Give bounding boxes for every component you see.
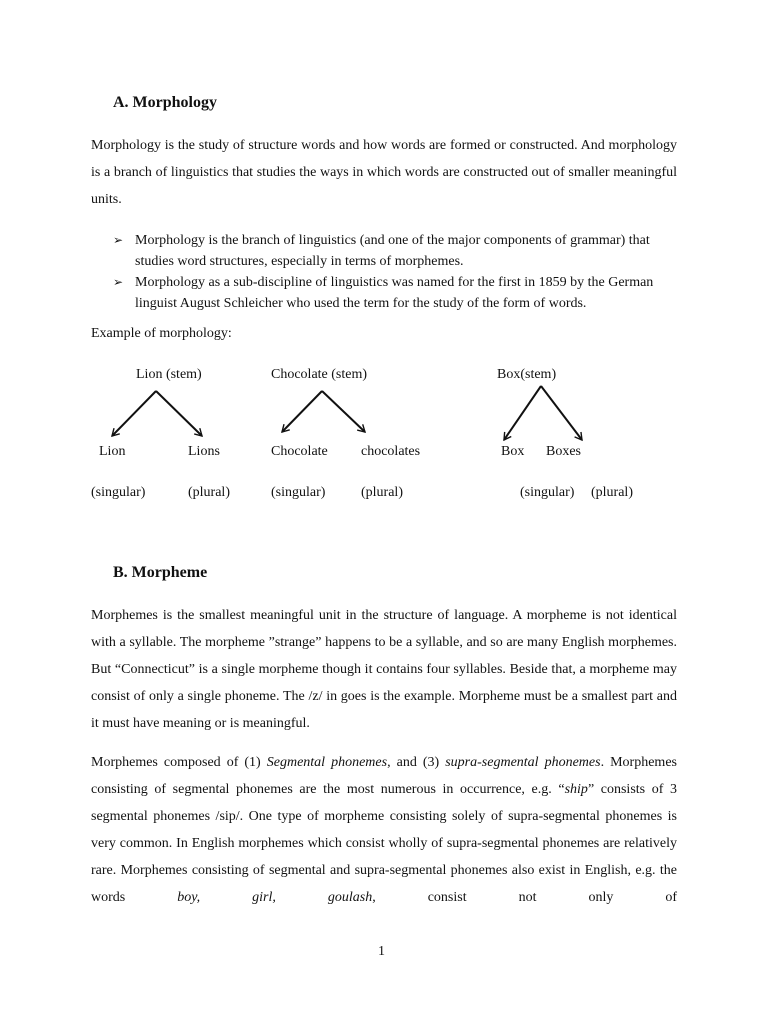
tag-singular: (singular)	[520, 485, 575, 500]
bullet-text: Morphology as a sub-discipline of linguistics was named for the first in 1859 by the German linguist August Schleicher who used the term for the study of the form of words.	[135, 275, 654, 311]
form-chocolate: Chocolate	[271, 444, 328, 459]
stem-label-box: Box(stem)	[497, 367, 557, 382]
branch-arrow-left	[112, 391, 156, 436]
supra-segmental-phonemes-term: supra-segmental phonemes	[445, 755, 601, 770]
tag-singular: (singular)	[271, 485, 326, 500]
tag-plural: (plural)	[188, 485, 230, 500]
stem-label-lion: Lion (stem)	[136, 367, 202, 382]
stem-label-chocolate: Chocolate (stem)	[271, 367, 368, 382]
branch-arrow-right	[541, 386, 582, 440]
branch-arrow-left	[504, 386, 541, 440]
form-boxes: Boxes	[546, 444, 581, 459]
tag-plural: (plural)	[361, 485, 403, 500]
segmental-phonemes-term: Segmental phonemes	[266, 755, 388, 770]
section-b-paragraph-2: Morphemes composed of (1) Segmental phonemes, and (3) supra-segmental phonemes. Morphemes consisting of segmental phonemes are the most numerous in occurrence, e.g. “ship” consists of 3 segmental phonemes /sip/. One type of morpheme consisting solely of supra-segmental phonemes is very common. In English morphemes which consist wholly of supra-segmental phonemes are relatively rare. Morphemes consisting of segmental and supra-segmental phonemes also exist in English, e.g. the words boy, girl, goulash, consist not only of	[91, 755, 677, 905]
tag-singular: (singular)	[91, 485, 146, 500]
example-label: Example of morphology:	[91, 326, 232, 341]
arrowhead-bullet-icon: ➢	[113, 233, 124, 247]
tag-plural: (plural)	[591, 485, 633, 500]
bullet-text: Morphology is the branch of linguistics (and one of the major components of grammar) that studies word structures, especially in terms of morphemes.	[135, 233, 650, 269]
form-lion: Lion	[99, 444, 126, 459]
section-a-heading: A. Morphology	[113, 94, 217, 111]
section-a-paragraph: Morphology is the study of structure words and how words are formed or constructed. And morphology is a branch of linguistics that studies the ways in which words are constructed out of smaller meaningful units.	[91, 138, 677, 207]
form-lions: Lions	[188, 444, 220, 459]
branch-arrow-right	[322, 391, 365, 432]
list-item	[113, 272, 678, 314]
arrowhead-bullet-icon: ➢	[113, 275, 124, 289]
section-a-bullet-list	[113, 230, 678, 314]
form-chocolates: chocolates	[361, 444, 421, 459]
example-words: boy, girl, goulash	[177, 890, 373, 905]
form-box: Box	[501, 444, 525, 459]
example-word-ship: ship	[564, 782, 588, 797]
page-number: 1	[378, 944, 385, 959]
section-b-paragraph-1: Morphemes is the smallest meaningful unit in the structure of language. A morpheme is not identical with a syllable. The morpheme ”strange” happens to be a syllable, and so are many English morphemes. But “Connecticut” is a single morpheme though it contains four syllables. Beside that, a morpheme may consist of only a single phoneme. The /z/ in goes is the example. Morpheme must be a smallest part and it must have meaning or is meaningful.	[91, 608, 677, 731]
branch-arrow-left	[282, 391, 322, 432]
list-item	[113, 230, 678, 272]
branch-arrow-right	[156, 391, 202, 436]
section-b-heading: B. Morpheme	[113, 564, 208, 581]
